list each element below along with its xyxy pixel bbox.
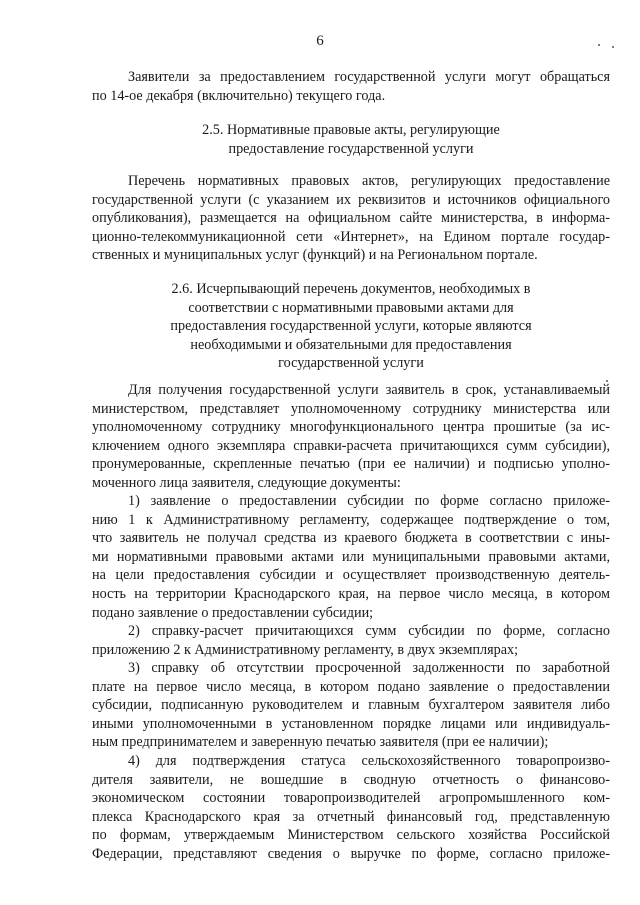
text-line: Заявители за предоставлением государственной услуги могут обращаться xyxy=(128,69,610,85)
text-line: 2) справку-расчет причитающихся сумм субсидии по форме, согласно xyxy=(128,623,610,639)
text-line: 4) для подтверждения статуса сельскохозяйственного товаропроизво- xyxy=(128,753,610,769)
list-item-3 xyxy=(92,659,610,752)
heading-line: 2.5. Нормативные правовые акты, регулирующие xyxy=(202,122,500,138)
section-heading-2-6 xyxy=(92,280,610,373)
text-line: 1) заявление о предоставлении субсидии по форме согласно приложе- xyxy=(128,493,610,509)
text-line: приложению 2 к Административному регламенту, в двух экземплярах; xyxy=(92,641,519,658)
text-line: ционно-телекоммуникационной сети «Интернет», на Едином портале государ- xyxy=(92,228,610,245)
list-item-4 xyxy=(92,752,610,864)
list-item-1 xyxy=(92,492,610,622)
paragraph-application-deadline xyxy=(92,68,610,105)
text-line: ми нормативными правовыми актами или муниципальными правовыми актами, xyxy=(92,548,610,565)
text-line: дителя заявители, не вошедшие в сводную отчетность о финансово- xyxy=(92,771,610,788)
scan-speck xyxy=(612,46,614,48)
heading-line: государственной услуги xyxy=(278,355,424,372)
text-line: ственных и муниципальных услуг (функций) и на Региональном портале. xyxy=(92,247,538,264)
page-number: 6 xyxy=(316,33,324,49)
heading-line: предоставления государственной услуги, которые являются xyxy=(170,318,532,335)
text-line: ключением одного экземпляра справки-расчета причитающихся сумм субсидии), xyxy=(92,437,610,454)
text-line: государственной услуги (с указанием их реквизитов и источников официального xyxy=(92,191,610,208)
text-line: экономическом состоянии товаропроизводителей агропромышленного ком- xyxy=(92,790,610,807)
text-line: плате на первое число месяца, в котором подано заявление о предоставлении xyxy=(92,678,610,695)
heading-line: 2.6. Исчерпывающий перечень документов, необходимых в xyxy=(171,281,531,297)
text-line: нию 1 к Административному регламенту, содержащее подтверждение о том, xyxy=(92,511,610,528)
text-line: Федерации, представляют сведения о выручке по форме, согласно приложе- xyxy=(92,845,610,862)
scan-speck xyxy=(598,44,600,46)
text-line: иными уполномоченными в установленном порядке лицами или индивидуаль- xyxy=(92,715,610,732)
text-line: моченного лица заявителя, следующие документы: xyxy=(92,474,401,491)
text-line: Для получения государственной услуги заявитель в срок, устанавливаемый xyxy=(128,382,610,398)
text-line: по формам, утверждаемым Министерством сельского хозяйства Российской xyxy=(92,827,610,844)
text-line: подано заявление о предоставлении субсидии; xyxy=(92,604,374,621)
text-line: что заявитель не получал средства из краевого бюджета в соответствии с ины- xyxy=(92,530,610,547)
text-line: плекса Краснодарского края за отчетный финансовый год, представленную xyxy=(92,808,610,825)
text-line: по 14-ое декабря (включительно) текущего года. xyxy=(92,87,386,104)
paragraph-legal-acts-list xyxy=(92,172,610,265)
text-line: 3) справку об отсутствии просроченной задолженности по заработной xyxy=(128,660,610,676)
section-heading-2-5 xyxy=(92,121,610,158)
text-line: субсидии, подписанную руководителем и главным бухгалтером заявителя либо xyxy=(92,697,610,714)
text-line: ным предпринимателем и заверенную печатью заявителя (при ее наличии); xyxy=(92,734,549,751)
text-line: на цели предоставления субсидии и осуществляет производственную деятель- xyxy=(92,567,610,584)
text-line: опубликования), размещается на официальном сайте министерства, в информа- xyxy=(92,210,610,227)
text-line: ность на территории Краснодарского края, на первое число месяца, в котором xyxy=(92,585,610,602)
text-line: уполномоченному сотруднику многофункционального центра прошитые (за ис- xyxy=(92,419,610,436)
paragraph-documents-intro xyxy=(92,381,610,493)
list-item-2 xyxy=(92,622,610,659)
heading-line: соответствии с нормативными правовыми актами для xyxy=(188,299,514,316)
heading-line: необходимыми и обязательными для предоставления xyxy=(190,336,512,353)
text-line: пронумерованные, скрепленные печатью (при ее наличии) и подписью уполно- xyxy=(92,456,610,473)
text-line: министерством, представляет уполномоченному сотруднику министерства или xyxy=(92,400,610,417)
text-line: Перечень нормативных правовых актов, регулирующих предоставление xyxy=(128,173,610,189)
heading-line: предоставление государственной услуги xyxy=(228,140,474,157)
